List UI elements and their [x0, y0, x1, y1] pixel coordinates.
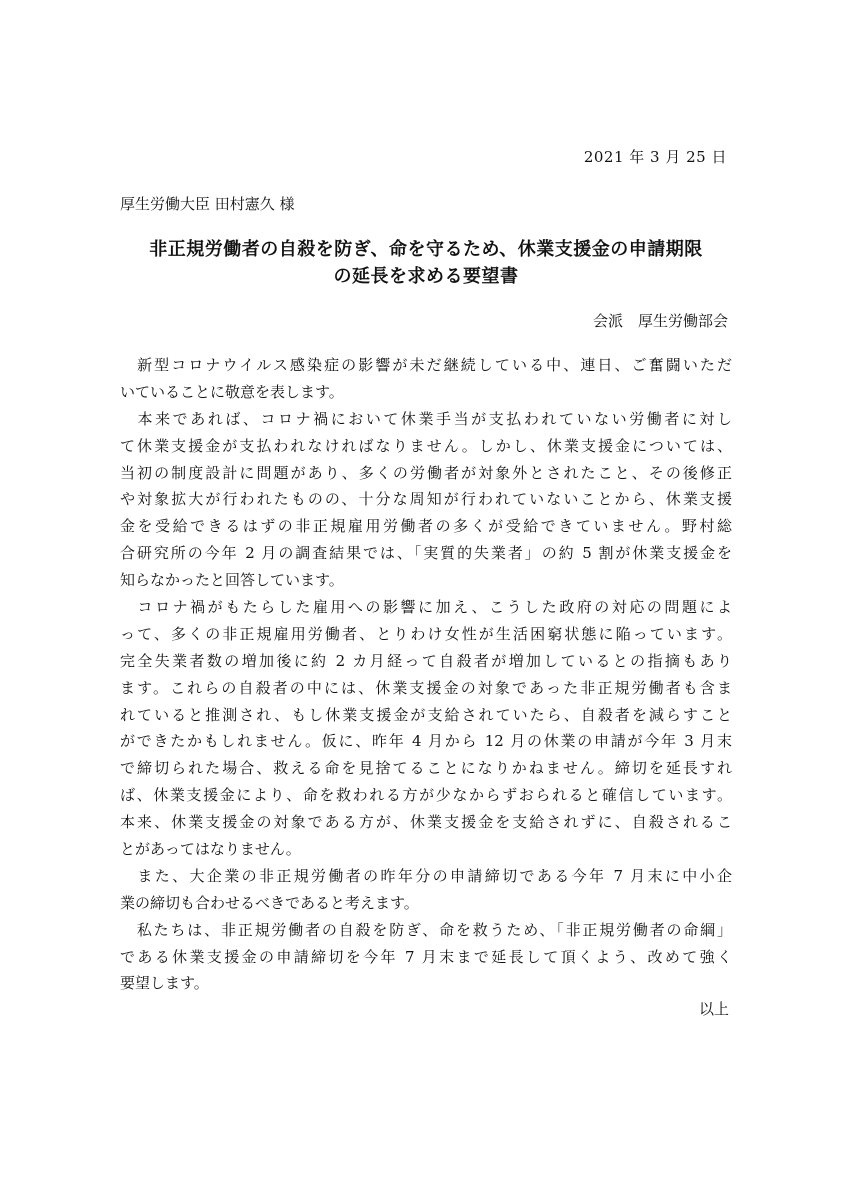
closing-mark: 以上 — [698, 1000, 729, 1018]
body-line: 知らなかったと回答しています。 — [120, 571, 344, 590]
document-title — [110, 236, 742, 290]
body-line: 金を受給できるはずの非正規雇用労働者の多くが受給できていません。野村総 — [120, 517, 732, 536]
body-line: れていると推測され、もし休業支援金が支給されていたら、自殺者を減らすこと — [120, 705, 732, 724]
body-line: 完全失業者数の増加後に約 2 カ月経って自殺者が増加しているとの指摘もあり — [120, 651, 732, 670]
body-line: 新型コロナウイルス感染症の影響が未だ継続している中、連日、ご奮闘いただ — [120, 356, 732, 374]
body-line: ば、休業支援金により、命を救われる方が少なからずおられると確信しています。 — [120, 786, 732, 805]
document-body — [120, 352, 732, 997]
title-line: の延長を求める要望書 — [333, 266, 519, 287]
body-line: いていることに敬意を表します。 — [120, 382, 344, 401]
body-line: とがあってはなりません。 — [120, 840, 301, 859]
body-line: って、多くの非正規雇用労働者、とりわけ女性が生活困窮状態に陥っています。 — [120, 624, 732, 643]
body-line: 要望します。 — [120, 974, 209, 993]
body-line: ます。これらの自殺者の中には、休業支援金の対象であった非正規労働者も含ま — [120, 678, 732, 697]
body-line: ができたかもしれません。仮に、昨年 4 月から 12 月の休業の申請が今年 3 月末 — [120, 732, 732, 751]
body-line: また、大企業の非正規労働者の昨年分の申請締切である今年 7 月末に中小企 — [120, 866, 732, 885]
body-line: 当初の制度設計に問題があり、多くの労働者が対象外とされたこと、その後修正 — [120, 463, 732, 482]
body-line: コロナ禍がもたらした雇用への影響に加え、こうした政府の対応の問題によ — [120, 598, 732, 617]
addressee: 厚生労働大臣 田村憲久 様 — [120, 195, 295, 213]
sender: 会派 厚生労働部会 — [592, 312, 728, 330]
title-line: 非正規労働者の自殺を防ぎ、命を守るため、休業支援金の申請期限 — [149, 239, 703, 260]
body-line: 合研究所の今年 2 月の調査結果では、「実質的失業者」の約 5 割が休業支援金を — [120, 544, 732, 563]
document-date: 2021 年 3 月 25 日 — [583, 148, 727, 166]
body-line: 本来であれば、コロナ禍において休業手当が支払われていない労働者に対し — [120, 409, 732, 428]
body-line: 私たちは、非正規労働者の自殺を防ぎ、命を救うため、「非正規労働者の命綱」 — [120, 920, 732, 939]
body-line: 業の締切も合わせるべきであると考えます。 — [120, 893, 419, 912]
body-line: で締切られた場合、救える命を見捨てることになりかねません。締切を延長すれ — [120, 759, 732, 778]
body-line: 本来、休業支援金の対象である方が、休業支援金を支給されずに、自殺されるこ — [120, 813, 732, 832]
body-line: て休業支援金が支払われなければなりません。しかし、休業支援金については、 — [120, 436, 732, 455]
body-line: や対象拡大が行われたものの、十分な周知が行われていないことから、休業支援 — [120, 490, 732, 509]
body-line: である休業支援金の申請締切を今年 7 月末まで延長して頂くよう、改めて強く — [120, 947, 732, 966]
